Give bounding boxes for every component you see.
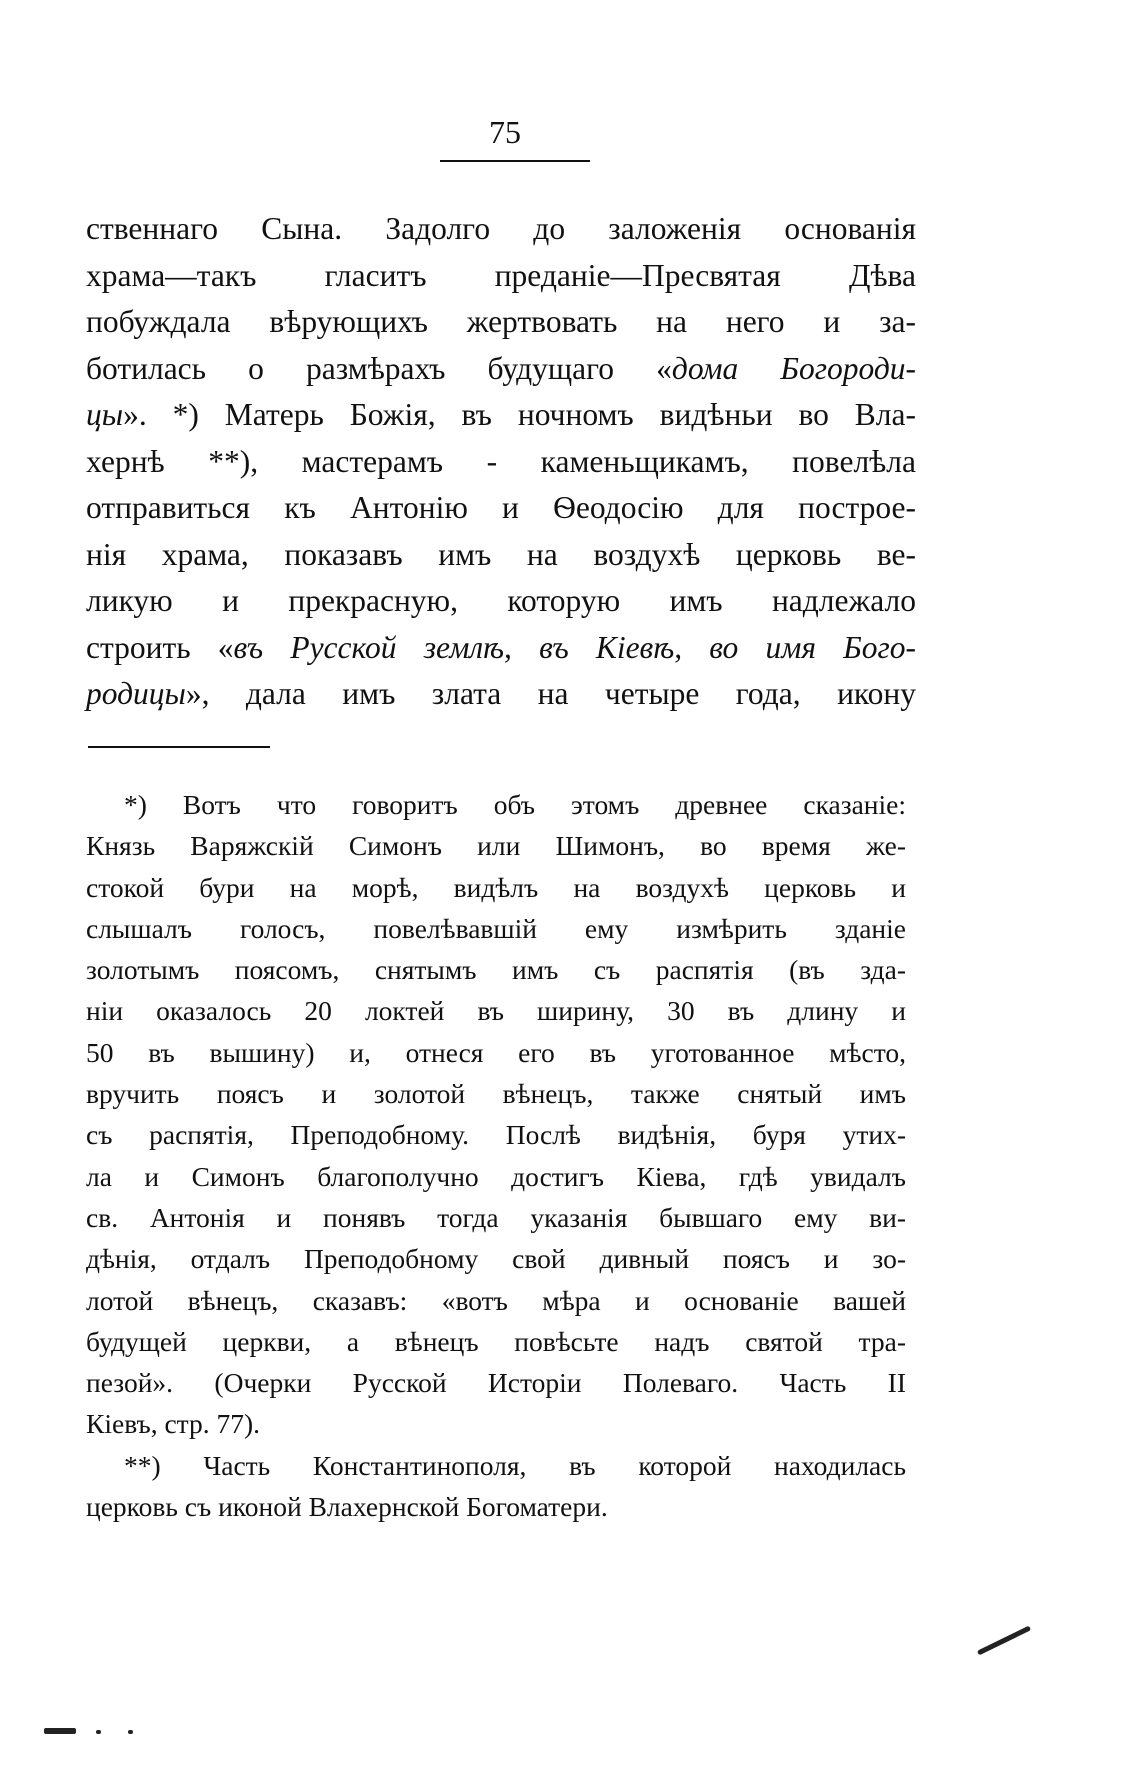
italic-phrase: родицы <box>86 676 186 711</box>
ink-mark <box>44 1728 76 1734</box>
footnotes <box>86 784 906 1527</box>
footnote-line: **) Часть Константинополя, въ которой находилась <box>124 1449 906 1481</box>
footnote-line: дѣнія, отдалъ Преподобному свой дивный поясъ и зо- <box>86 1243 906 1275</box>
footnote-line: св. Антонія и понявъ тогда указанія бывшаго ему ви- <box>86 1201 906 1233</box>
footnote-line: слышалъ голосъ, повелѣвавшій ему измѣрить зданіе <box>86 912 906 944</box>
main-text-line: ликую и прекрасную, которую имъ надлежало <box>86 583 916 618</box>
italic-phrase: въ Русской землѣ, въ Кіевѣ, во имя Бого- <box>233 629 916 665</box>
footnote-line: пезой». (Очерки Русской Исторіи Полеваго. Часть II <box>86 1367 906 1399</box>
footnote-line: лотой вѣнецъ, сказавъ: «вотъ мѣра и основаніе вашей <box>86 1284 906 1316</box>
footnote-line: золотымъ поясомъ, снятымъ имъ съ распятія (въ зда- <box>86 954 906 986</box>
footnote-rule <box>88 746 270 748</box>
main-text-plain: ». *) Матерь Божія, въ ночномъ видѣньи во Вла- <box>123 397 916 432</box>
main-text-line: нія храма, показавъ имъ на воздухѣ церковь ве- <box>86 536 916 572</box>
main-text-line <box>86 392 916 439</box>
footnote-line: 50 въ вышину) и, отнеся его въ уготованное мѣсто, <box>86 1036 906 1068</box>
main-text-line <box>86 671 916 718</box>
main-text-line <box>86 346 916 393</box>
ink-dot <box>128 1730 133 1734</box>
italic-phrase: цы <box>86 397 124 432</box>
main-text-line: хернѣ **), мастерамъ - каменьщикамъ, повелѣла <box>86 443 916 479</box>
main-text-line <box>86 625 916 672</box>
main-text-plain: строить « <box>86 629 234 665</box>
page-number-rule <box>440 160 590 162</box>
main-text-plain: ботилась о размѣрахъ будущаго « <box>86 350 672 386</box>
footnote-line: Князь Варяжскій Симонъ или Шимонъ, во время же- <box>86 830 906 862</box>
ink-dot <box>96 1730 101 1734</box>
page-number: 75 <box>489 114 521 150</box>
main-text-line: отправиться къ Антонію и Ѳеодосію для построе- <box>86 490 916 525</box>
footnote-line: *) Вотъ что говоритъ объ этомъ древнее сказаніе: <box>124 789 906 820</box>
footnote-line: ніи оказалось 20 локтей въ ширину, 30 въ длину и <box>86 995 906 1027</box>
footnote-line: стокой бури на морѣ, видѣлъ на воздухѣ церковь и <box>86 871 906 903</box>
footnote-line: церковь съ иконой Влахернской Богоматери. <box>86 1491 608 1523</box>
main-text <box>86 206 916 718</box>
main-text-line: ственнаго Сына. Задолго до заложенія основанія <box>86 211 916 246</box>
ink-mark <box>977 1626 1031 1656</box>
footnote-line: вручить поясъ и золотой вѣнецъ, также снятый имъ <box>86 1078 906 1110</box>
footnote-line: Кіевъ, стр. 77). <box>86 1408 261 1440</box>
footnote-line: ла и Симонъ благополучно достигъ Кіева, гдѣ увидалъ <box>86 1160 906 1192</box>
main-text-plain: », дала имъ злата на четыре года, икону <box>185 676 916 711</box>
main-text-line: побуждала вѣрующихъ жертвовать на него и за- <box>86 304 916 339</box>
footnote-line: будущей церкви, а вѣнецъ повѣсьте надъ святой тра- <box>86 1325 906 1357</box>
footnote-line: съ распятія, Преподобному. Послѣ видѣнія, буря утих- <box>86 1119 906 1151</box>
main-text-line: храма—такъ гласитъ преданіе—Пресвятая Дѣва <box>86 257 916 293</box>
italic-phrase: дома Богороди- <box>671 350 916 386</box>
